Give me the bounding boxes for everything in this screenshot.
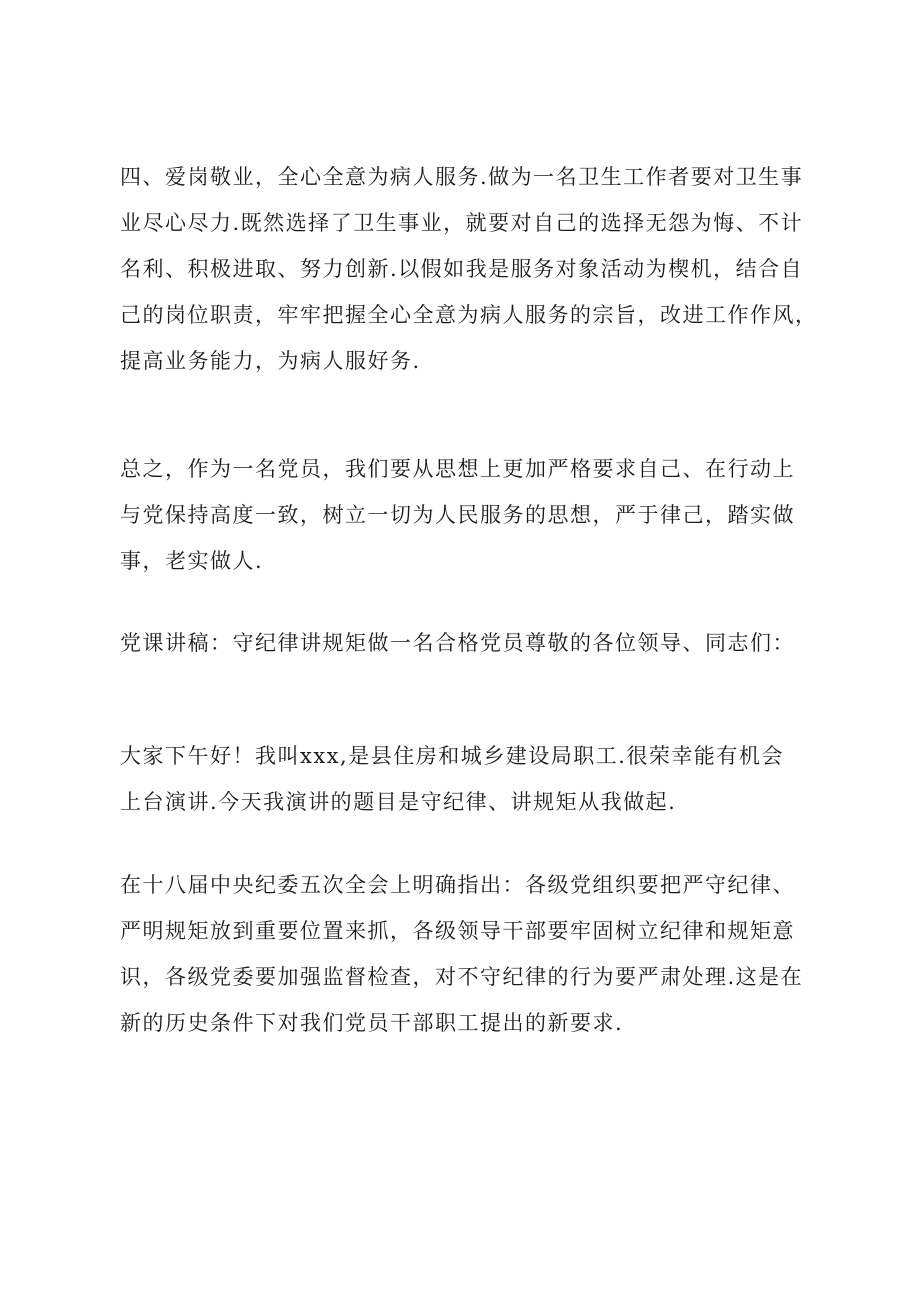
text-line: 业尽心尽力.既然选择了卫生事业，就要对自己的选择无怨为悔、不计 (120, 211, 804, 235)
text-line: 总之，作为一名党员，我们要从思想上更加严格要求自己、在行动上 (120, 457, 795, 481)
paragraph-discipline (120, 862, 810, 1046)
text-line: 己的岗位职责，牢牢把握全心全意为病人服务的宗旨，改进工作作风， (120, 303, 818, 327)
paragraph-love-job (120, 154, 818, 384)
text-line: 提高业务能力，为病人服好务. (120, 349, 421, 373)
text-line: 名利、积极进取、努力创新.以假如我是服务对象活动为楔机，结合自 (120, 257, 804, 281)
text-line: 大家下午好！我叫xxx,是县住房和城乡建设局职工.很荣幸能有机会 (120, 744, 784, 768)
text-line: 上台演讲.今天我演讲的题目是守纪律、讲规矩从我做起. (120, 790, 677, 814)
text-line: 新的历史条件下对我们党员干部职工提出的新要求. (120, 1011, 624, 1035)
paragraph-lecture-title (120, 620, 810, 666)
paragraph-greeting (120, 733, 810, 825)
text-line: 识，各级党委要加强监督检查，对不守纪律的行为要严肃处理.这是在 (120, 965, 804, 989)
text-line: 与党保持高度一致，树立一切为人民服务的思想，严于律己，踏实做 (120, 503, 795, 527)
text-line: 党课讲稿：守纪律讲规矩做一名合格党员尊敬的各位领导、同志们： (120, 631, 795, 655)
text-line: 严明规矩放到重要位置来抓，各级领导干部要牢固树立纪律和规矩意 (120, 919, 795, 943)
text-line: 在十八届中央纪委五次全会上明确指出：各级党组织要把严守纪律、 (120, 873, 795, 897)
text-line: 四、爱岗敬业，全心全意为病人服务.做为一名卫生工作者要对卫生事 (120, 165, 804, 189)
paragraph-summary (120, 446, 810, 584)
text-line: 事，老实做人. (120, 549, 264, 573)
